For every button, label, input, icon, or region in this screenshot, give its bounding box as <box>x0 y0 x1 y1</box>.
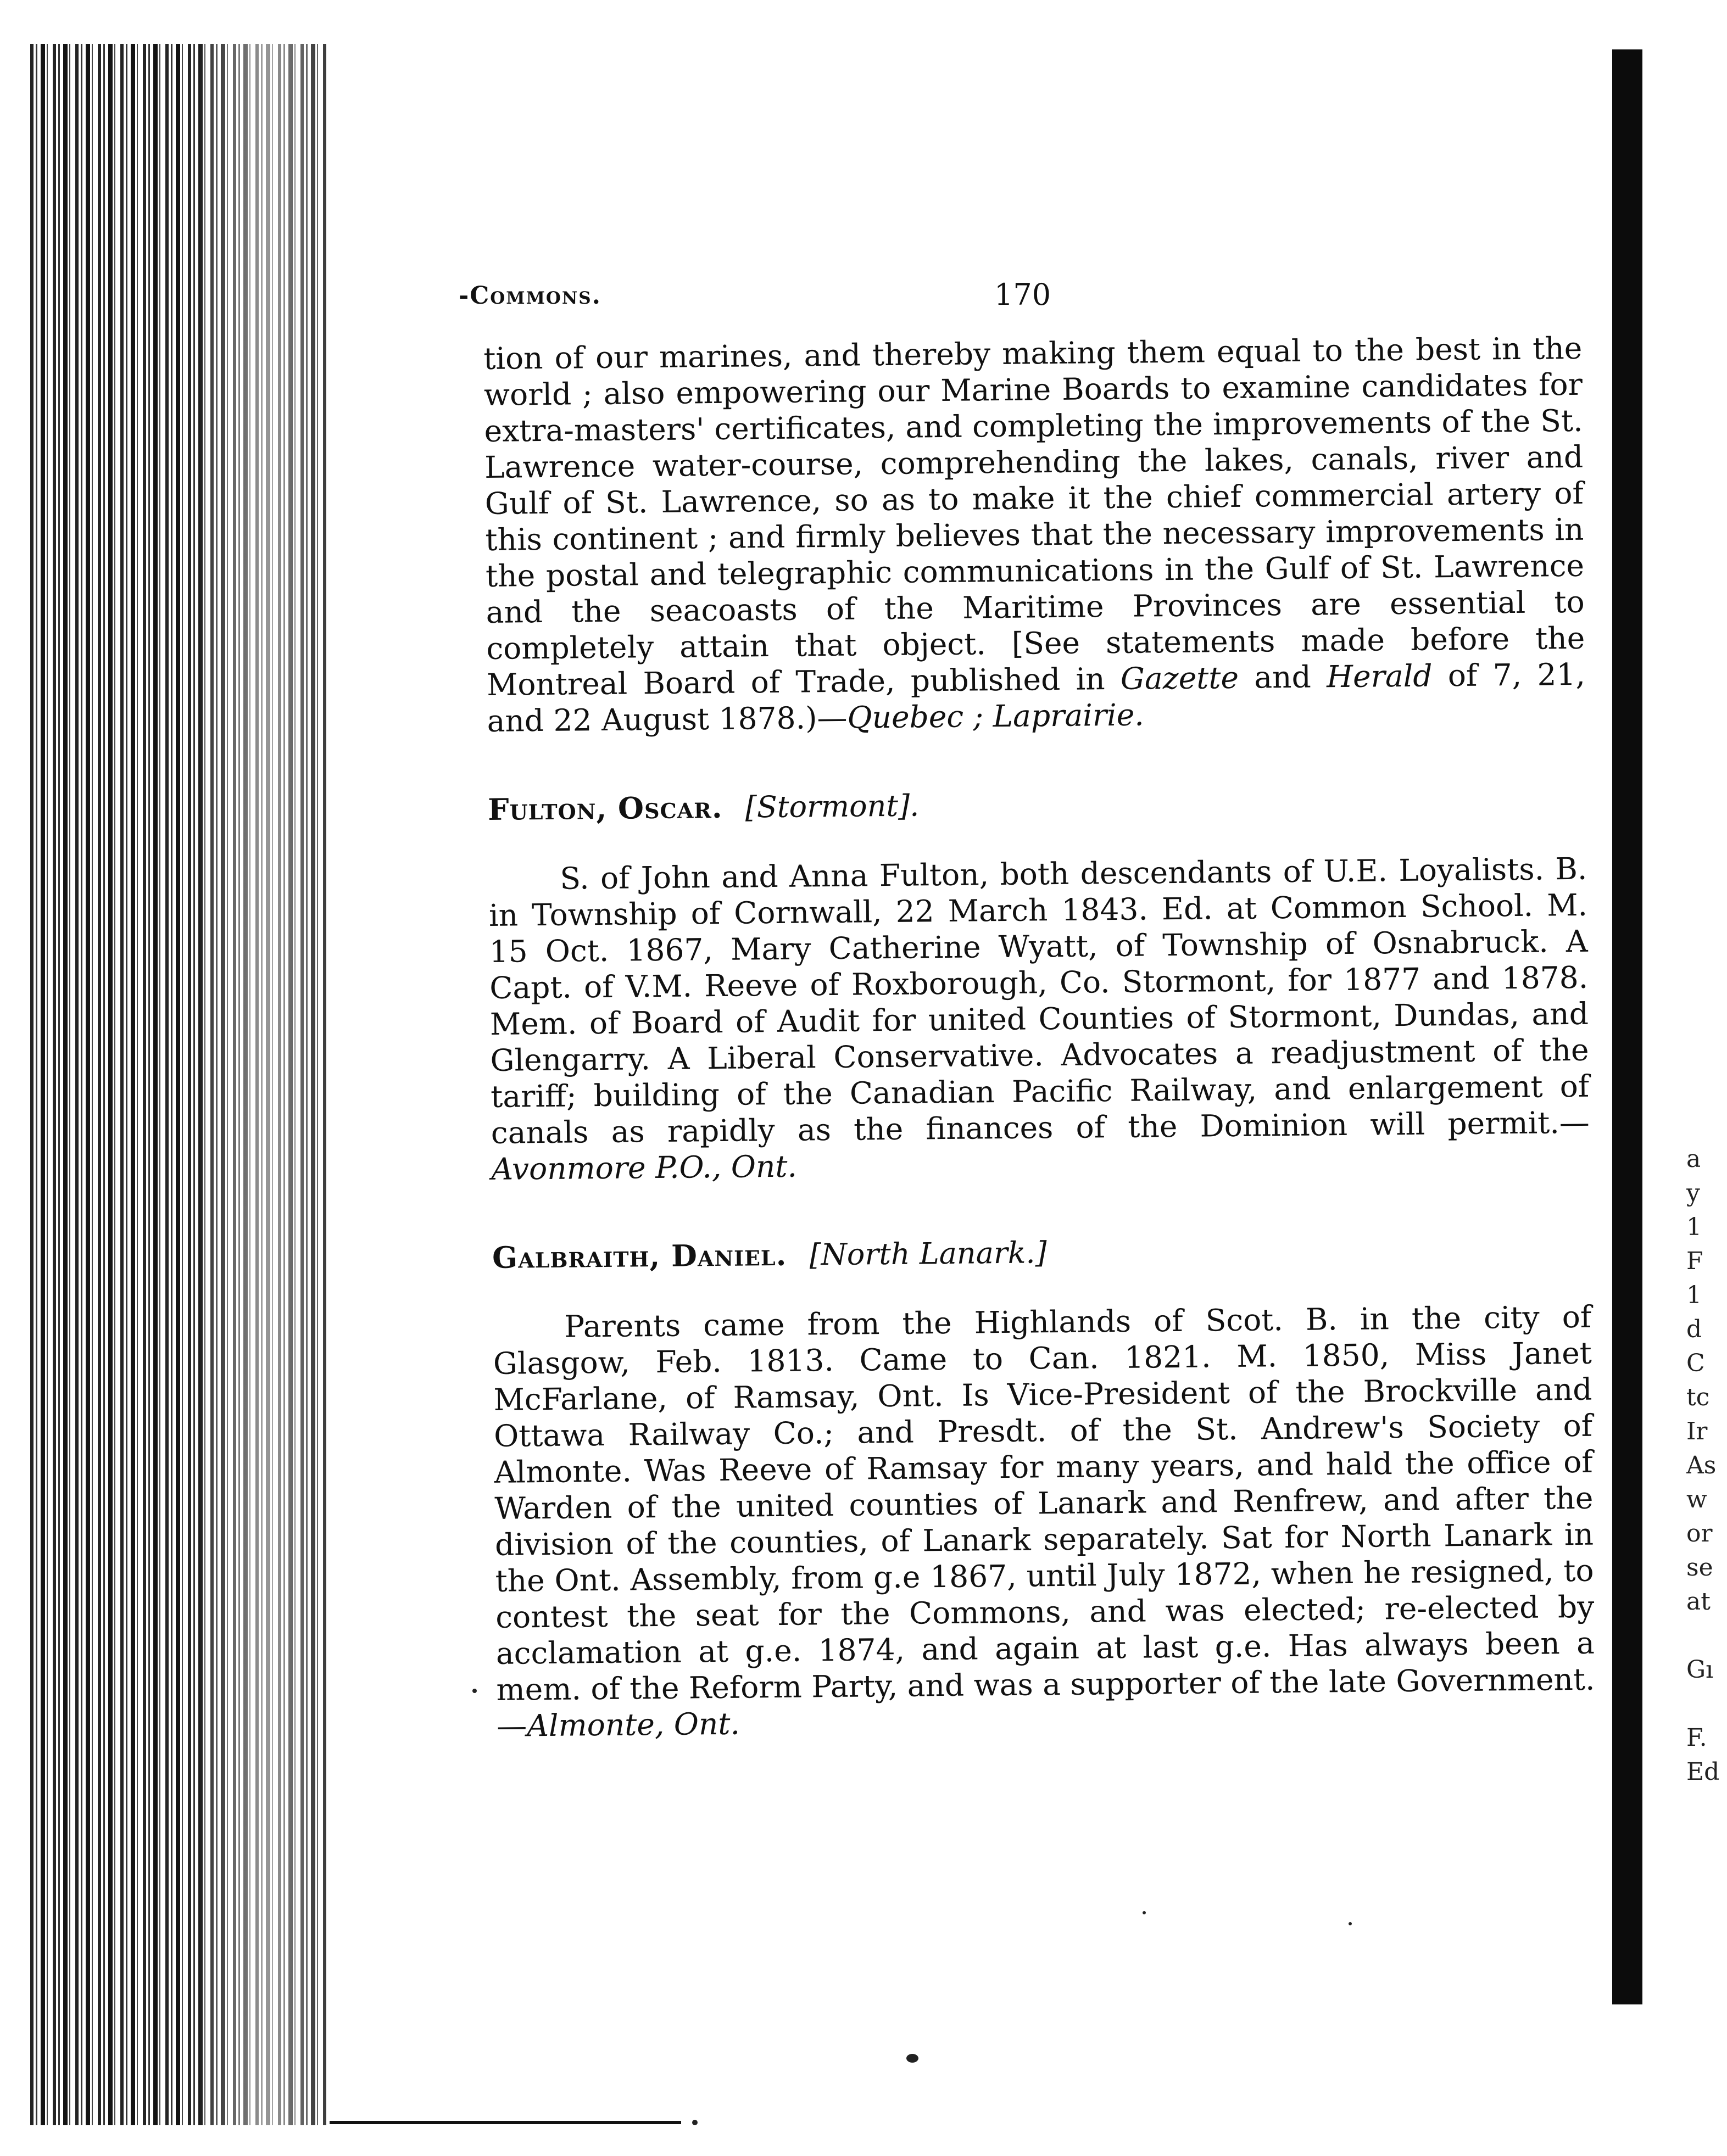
entry-heading-fulton <box>488 781 1587 828</box>
facing-page-line: F <box>1686 1247 1703 1275</box>
page-number: 170 <box>994 277 1051 312</box>
facing-page-line: at <box>1686 1588 1711 1616</box>
entry-address: Almonte, Ont. <box>526 1706 740 1744</box>
running-head: -Commons. <box>459 282 601 310</box>
bottom-edge-rule <box>330 2121 681 2124</box>
facing-page-line: Ir <box>1686 1417 1708 1445</box>
text-column <box>483 330 1595 1744</box>
entry-name: Galbraith, Daniel. <box>492 1237 787 1275</box>
facing-page-line: tc <box>1686 1383 1710 1411</box>
facing-page-fragment <box>1686 1142 1727 1789</box>
continuation-text: tion of our marines, and thereby making them equal to the best in the world ; also empowering our Marine Boards to examine candidates for extra-masters' certificates, and completing the improvements of the St. Lawrence water-course, comprehending the lakes, canals, river and Gulf of St. Lawrence, so as to make it the chief commercial artery of this continent ; and firmly believes that the necessary improvements in the postal and telegraphic communications in the Gulf of St. Lawrence and the seacoasts of the Maritime Provinces are essential to completely attain that object. [See statements made before the Montreal Board of Trade, published in <box>483 330 1585 702</box>
right-page-edge <box>1612 49 1642 2004</box>
facing-page-line: Ed <box>1686 1758 1720 1786</box>
facing-page-line <box>1686 1687 1727 1721</box>
facing-page-line: Gı <box>1686 1656 1714 1684</box>
facing-page-line: or <box>1686 1520 1713 1548</box>
facing-page-line: 1 <box>1686 1281 1702 1309</box>
entry-riding: [Stormont]. <box>745 788 920 825</box>
herald-title: Herald <box>1326 658 1433 695</box>
facing-page-line: 1 <box>1686 1213 1702 1241</box>
facing-page-line: C <box>1686 1349 1705 1377</box>
entry-name: Fulton, Oscar. <box>487 789 723 827</box>
continuation-paragraph <box>483 330 1586 739</box>
scan-speck <box>472 1689 477 1693</box>
scan-speck <box>906 2054 918 2063</box>
continuation-and: and <box>1238 659 1327 695</box>
facing-page-line: w <box>1686 1485 1707 1513</box>
facing-page-line: As <box>1686 1451 1717 1479</box>
facing-page-line: F. <box>1686 1724 1707 1752</box>
entry-body-text: Parents came from the Highlands of Scot. B. in the city of Glasgow, Feb. 1813. Came to Can. 1821. M. 1850, Miss Janet McFarlane, of Ramsay, Ont. Is Vice-President of the Brockville and Ottawa Railway Co.; and Presdt. of the St. Andrew's Society of Almonte. Was Reeve of Ramsay for many years, and hald the office of Warden of the united counties of Lanark and Renfrew, and after the division of the counties, of Lanark separately. Sat for North Lanark in the Ont. Assembly, from g.e 1867, until July 1872, when he resigned, to contest the seat for the Commons, and was elected; re-elected by acclamation at g.e. 1874, and again at last g.e. Has always been a mem. of the Reform Party, and was a supporter of the late Government.— <box>493 1299 1595 1744</box>
facing-page-line: d <box>1686 1315 1702 1343</box>
entry-riding: [North Lanark.] <box>809 1235 1047 1272</box>
entry-body-fulton <box>488 851 1590 1187</box>
scan-speck <box>1349 1922 1352 1925</box>
entry-heading-galbraith <box>492 1229 1591 1276</box>
entry-address: Avonmore P.O., Ont. <box>491 1148 798 1187</box>
facing-page-line: y <box>1686 1179 1700 1207</box>
page-binding-fade <box>30 44 327 2125</box>
facing-page-line <box>1686 1619 1727 1653</box>
scan-speck <box>692 2120 698 2125</box>
scan-speck <box>1143 1911 1146 1914</box>
page-header <box>459 277 1590 316</box>
facing-page-line: a <box>1686 1145 1701 1173</box>
gazette-title: Gazette <box>1120 660 1239 696</box>
continuation-dates: of 7, 21, and 22 August 1878.)— <box>487 656 1586 739</box>
facing-page-line: se <box>1686 1554 1713 1582</box>
entry-body-galbraith <box>493 1299 1596 1744</box>
continuation-address: Quebec ; Laprairie. <box>847 697 1145 735</box>
entry-body-text: S. of John and Anna Fulton, both descendants of U.E. Loyalists. B. in Township of Cornwall, 22 March 1843. Ed. at Common School. M. 15 Oct. 1867, Mary Catherine Wyatt, of Township of Osnabruck. A Capt. of V.M. Reeve of Roxborough, Co. Stormont, for 1877 and 1878. Mem. of Board of Audit for united Counties of Stormont, Dundas, and Glengarry. A Liberal Conservative. Advocates a readjustment of the tariff; building of the Canadian Pacific Railway, and enlargement of canals as rapidly as the finances of the Dominion will permit.— <box>488 851 1590 1150</box>
